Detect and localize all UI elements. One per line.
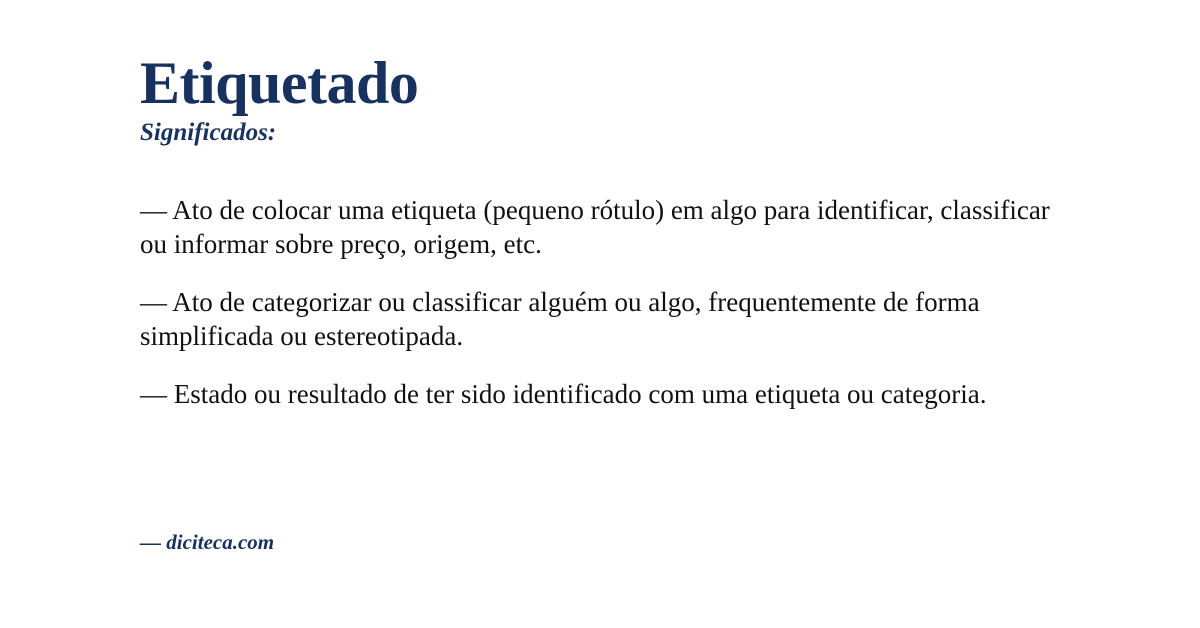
definition-item: — Estado ou resultado de ter sido identificado com uma etiqueta ou categoria. [140,378,987,409]
page-title: Etiquetado [140,50,419,116]
definition-item: — Ato de colocar uma etiqueta (pequeno rótulo) em algo para identificar, classificar ou informar sobre preço, origem, etc. [140,194,1050,259]
definition-item: — Ato de categorizar ou classificar alguém ou algo, frequentemente de forma simplificada ou estereotipada. [140,286,980,351]
definition-list [140,193,1060,411]
section-subtitle: Significados: [140,119,277,146]
source-attribution: — diciteca.com [140,530,275,554]
